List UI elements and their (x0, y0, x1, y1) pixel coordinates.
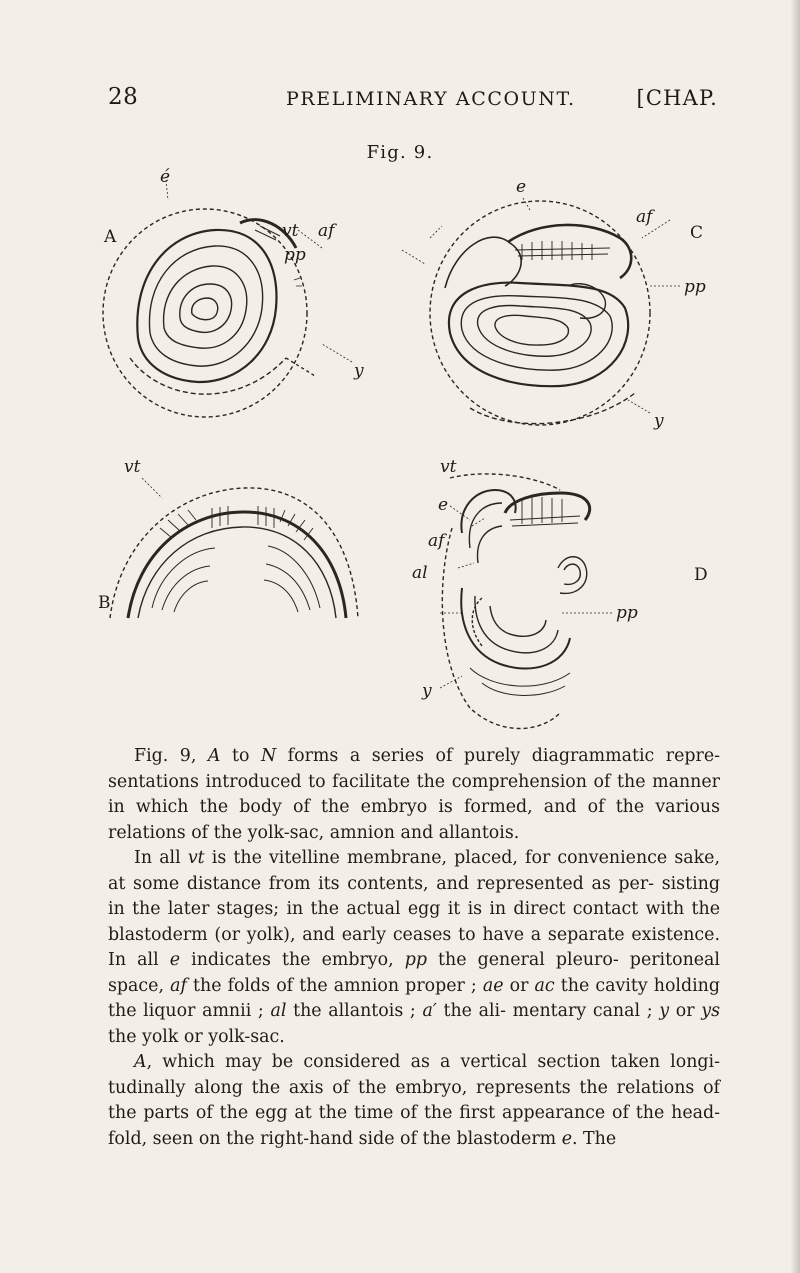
label-d-y: y (422, 681, 432, 701)
panel-b-letter: B (98, 593, 111, 613)
paragraph-3 (108, 1050, 720, 1152)
label-d-vt: vt (440, 457, 457, 477)
text-run: the ali- mentary canal ; (436, 1001, 660, 1021)
paragraph-2 (108, 846, 720, 1050)
label-a-af: af (318, 221, 335, 241)
text-run: the folds of the amnion proper ; (186, 975, 483, 996)
label-c-pp: pp (684, 277, 706, 297)
text-run: indicates the embryo, (180, 950, 405, 970)
italic-run: ae (482, 975, 504, 996)
italic-run: vt (187, 848, 205, 868)
label-b-vt: vt (124, 457, 141, 477)
text-run: In all (134, 848, 188, 868)
italic-run: al (270, 1001, 287, 1021)
panel-c-letter: C (690, 223, 704, 243)
label-c-af: af (636, 207, 653, 227)
text-run: the yolk or yolk-sac. (108, 1026, 285, 1047)
text-run: or (503, 975, 535, 996)
running-title: PRELIMINARY ACCOUNT. (286, 88, 576, 110)
italic-run: y (659, 1001, 670, 1021)
italic-run: af (170, 975, 187, 996)
label-d-e: e (438, 495, 449, 515)
text-run: . The (571, 1128, 617, 1149)
label-a-vt: vt (282, 221, 299, 241)
text-run: is the vitelline membrane, placed, for convenience sake, at some distance from its contents, and represented as per- sisting in the later stages; in the actual egg it is in direct contact with the blastoderm (or yolk), and early ceases to have a separate existence. In all (108, 848, 720, 970)
text-run: forms a series of purely diagrammatic repre- sentations introduced to facilitate the comprehension of the manner in which the body of the embryo is formed, and of the various relations of the yolk-sac, amnion and allantois. (108, 746, 721, 843)
italic-run: A (207, 746, 221, 766)
italic-run: pp (404, 950, 427, 970)
label-a-y: y (354, 361, 364, 381)
italic-run: ys (701, 1001, 720, 1021)
label-d-af: af (428, 531, 445, 551)
text-run: or (669, 1001, 702, 1021)
figure-9-svg (90, 168, 730, 738)
chapter-mark: [CHAP. (636, 86, 718, 110)
italic-run: e (169, 950, 181, 970)
panel-a-letter: A (104, 227, 117, 247)
label-c-y: y (654, 411, 664, 431)
page-edge-shadow (790, 0, 800, 1273)
label-d-pp: pp (616, 603, 638, 623)
text-run: the allantois ; (286, 1001, 423, 1021)
figure-label: Fig. 9. (366, 142, 434, 163)
italic-run: N (260, 746, 277, 766)
page-number: 28 (108, 84, 139, 110)
body-text (108, 744, 720, 1152)
italic-run: e (561, 1128, 572, 1149)
paragraph-1 (108, 744, 720, 846)
text-run: Fig. 9, (134, 746, 208, 766)
panel-c-drawing (430, 201, 650, 425)
label-a-e: é (160, 168, 171, 187)
text-run: the cavity holding the liquor amnii ; (108, 975, 720, 1021)
panel-d-letter: D (694, 565, 708, 585)
italic-run: a′ (422, 1001, 437, 1021)
panel-b-drawing (110, 488, 358, 618)
italic-run: ac (534, 975, 555, 996)
figure-9-diagram (90, 168, 730, 738)
label-a-pp: pp (284, 245, 306, 265)
italic-run: A (134, 1052, 147, 1072)
text-run: the general pleuro- peritoneal space, (108, 950, 720, 996)
label-c-e: e (516, 177, 527, 197)
label-d-al: al (412, 563, 428, 583)
text-run: to (220, 746, 261, 766)
text-run: , which may be considered as a vertical section taken longi- tudinally along the axis of the embryo, represents the relations of the parts of the egg at the time of the first appearance of the head-fold, seen on the right-hand side of the blastoderm (108, 1052, 720, 1149)
running-head (108, 84, 718, 124)
panel-d-drawing (442, 474, 589, 729)
